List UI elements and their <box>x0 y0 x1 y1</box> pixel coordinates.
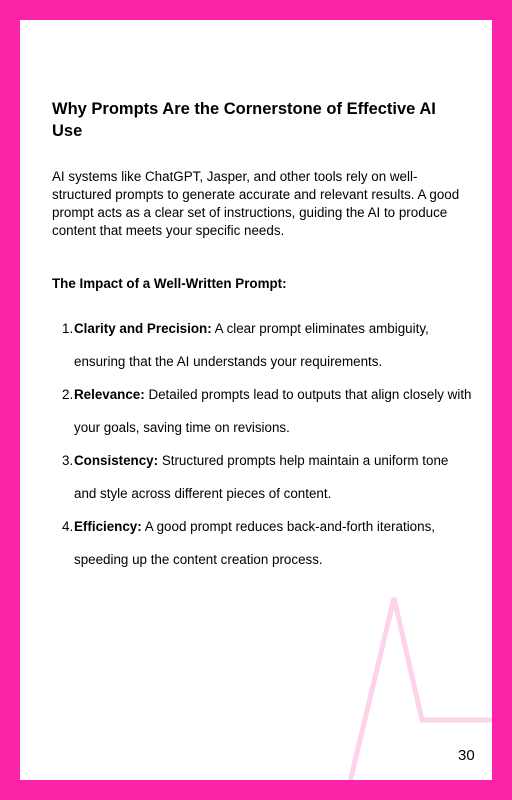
impact-list <box>52 312 472 576</box>
list-item-text: Detailed prompts lead to outputs that align closely with your goals, saving time on revisions. <box>74 387 472 435</box>
list-item <box>52 510 472 576</box>
page-heading: Why Prompts Are the Cornerstone of Effective AI Use <box>52 100 436 140</box>
list-item-number: 4. <box>62 519 74 534</box>
document-page <box>20 20 492 780</box>
list-item-text: A good prompt reduces back-and-forth iterations, speeding up the content creation process. <box>74 519 435 567</box>
page-number: 30 <box>458 747 475 764</box>
list-item-term: Efficiency: <box>74 519 142 534</box>
list-item <box>52 444 472 510</box>
list-item-number: 3. <box>62 453 74 468</box>
list-item <box>52 378 472 444</box>
list-item-number: 2. <box>62 387 74 402</box>
list-item-term: Consistency: <box>74 453 159 468</box>
list-item-text: Structured prompts help maintain a uniform tone and style across different pieces of content. <box>74 453 449 501</box>
section-subheading: The Impact of a Well-Written Prompt: <box>52 276 287 291</box>
list-item-number: 1. <box>62 321 74 336</box>
list-item-term: Clarity and Precision: <box>74 321 212 336</box>
list-item-text: A clear prompt eliminates ambiguity, ensuring that the AI understands your requirements. <box>74 321 429 369</box>
intro-paragraph: AI systems like ChatGPT, Jasper, and other tools rely on well-structured prompts to generate accurate and relevant results. A good prompt acts as a clear set of instructions, guiding the AI to produce content that meets your specific needs. <box>52 169 460 238</box>
list-item-term: Relevance: <box>74 387 145 402</box>
list-item <box>52 312 472 378</box>
